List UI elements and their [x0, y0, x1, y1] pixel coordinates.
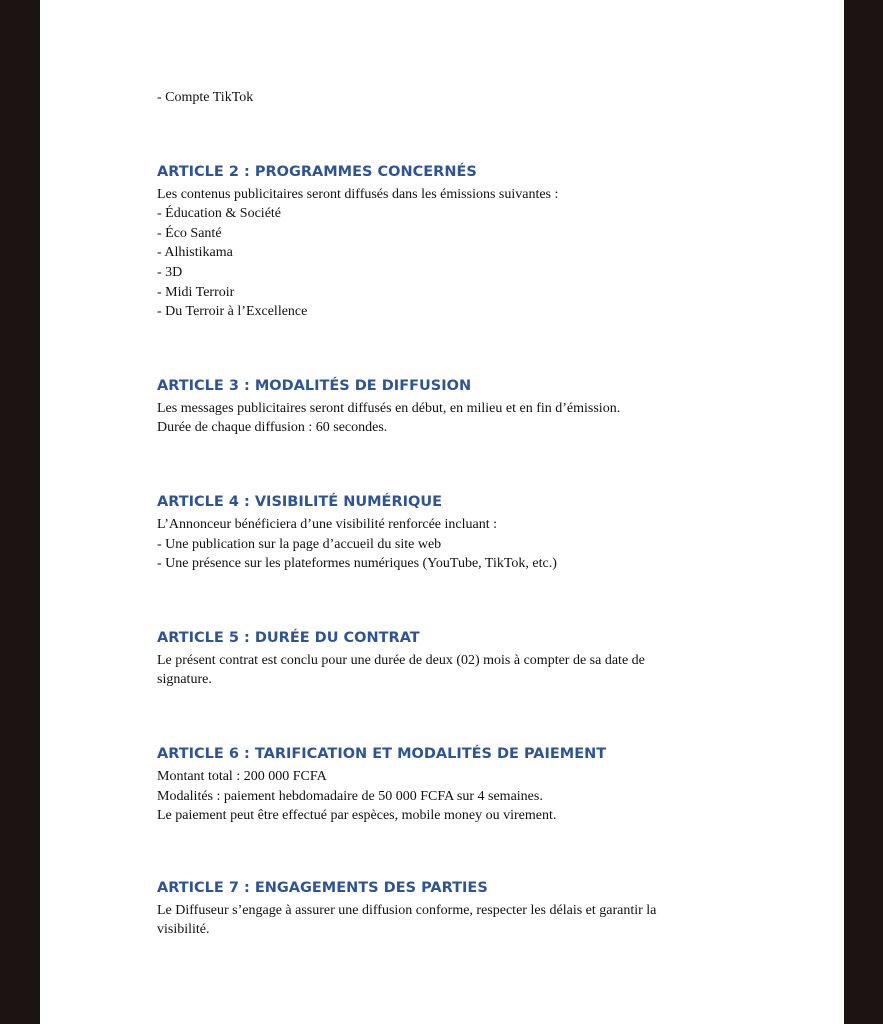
article-7-heading: ARTICLE 7 : ENGAGEMENTS DES PARTIES — [157, 879, 488, 896]
list-item-tiktok-account: - Compte TikTok — [157, 90, 254, 105]
program-item: - Midi Terroir — [157, 284, 235, 300]
article-3-section — [157, 376, 717, 438]
article-5-line: signature. — [157, 672, 212, 688]
program-item: - Alhistikama — [157, 245, 233, 261]
article-6-section — [157, 744, 717, 826]
article-5-line: Le présent contrat est conclu pour une durée de deux (02) mois à compter de sa date de — [157, 652, 645, 668]
article-6-heading: ARTICLE 6 : TARIFICATION ET MODALITÉS DE PAIEMENT — [157, 745, 607, 762]
article-4-line: - Une publication sur la page d’accueil du site web — [157, 536, 442, 552]
article-4-line: - Une présence sur les plateformes numériques (YouTube, TikTok, etc.) — [157, 556, 557, 572]
article-6-line: Le paiement peut être effectué par espèces, mobile money ou virement. — [157, 808, 557, 824]
document-page — [40, 0, 844, 1024]
page-content — [157, 88, 717, 940]
article-5-body — [157, 651, 717, 690]
article-7-body — [157, 901, 717, 940]
article-6-line: Modalités : paiement hebdomadaire de 50 000 FCFA sur 4 semaines. — [157, 788, 543, 804]
article-7-section — [157, 878, 717, 940]
article-3-line: Les messages publicitaires seront diffusés en début, en milieu et en fin d’émission. — [157, 400, 621, 416]
article-4-body — [157, 515, 717, 574]
article-4-heading: ARTICLE 4 : VISIBILITÉ NUMÉRIQUE — [157, 493, 443, 510]
article-3-line: Durée de chaque diffusion : 60 secondes. — [157, 420, 388, 436]
program-item: - Éco Santé — [157, 225, 222, 241]
article-3-heading: ARTICLE 3 : MODALITÉS DE DIFFUSION — [157, 377, 472, 394]
article-6-body — [157, 767, 717, 826]
article-6-line: Montant total : 200 000 FCFA — [157, 768, 327, 784]
article-5-heading: ARTICLE 5 : DURÉE DU CONTRAT — [157, 629, 420, 646]
article-4-line: L’Annonceur bénéficiera d’une visibilité renforcée incluant : — [157, 516, 498, 532]
article-4-section — [157, 492, 717, 574]
program-item: - 3D — [157, 264, 183, 280]
article-7-line: Le Diffuseur s’engage à assurer une diffusion conforme, respecter les délais et garantir la — [157, 902, 657, 918]
article-2-intro: Les contenus publicitaires seront diffusés dans les émissions suivantes : — [157, 186, 559, 202]
article-2-body — [157, 185, 717, 322]
article-5-section — [157, 628, 717, 690]
article-7-line: visibilité. — [157, 922, 210, 938]
program-item: - Éducation & Société — [157, 206, 282, 222]
article-2-heading: ARTICLE 2 : PROGRAMMES CONCERNÉS — [157, 163, 477, 180]
program-item: - Du Terroir à l’Excellence — [157, 304, 308, 320]
article-2-section — [157, 162, 717, 322]
article-3-body — [157, 399, 717, 438]
